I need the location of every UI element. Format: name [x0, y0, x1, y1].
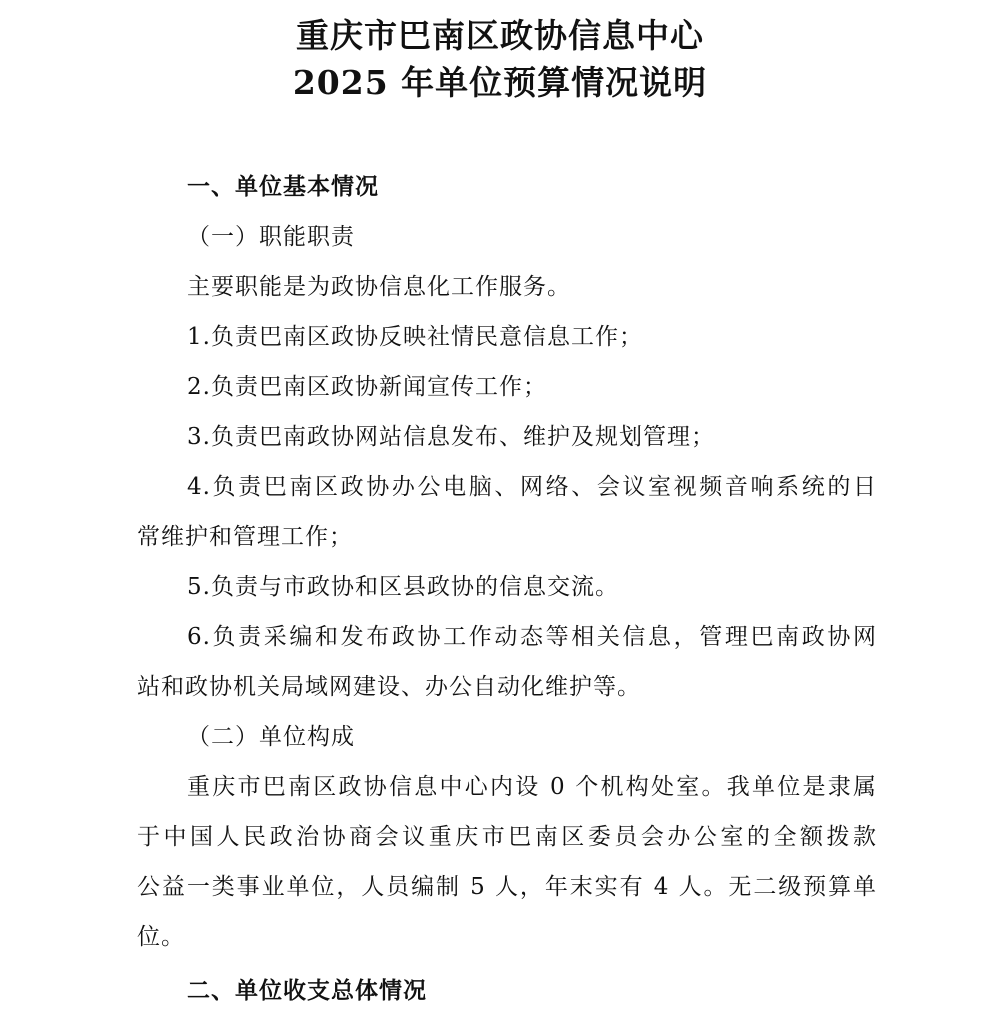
composition-paragraph [137, 762, 877, 962]
duty-item-6 [137, 612, 877, 712]
section-heading-basic-info: 一、单位基本情况 [187, 174, 379, 200]
paragraph-line: 1.负责巴南区政协反映社情民意信息工作； [187, 324, 643, 350]
paragraph-line: 于中国人民政治协商会议重庆市巴南区委员会办公室的全额拨款 [137, 824, 877, 850]
paragraph-line: 常维护和管理工作； [137, 524, 353, 550]
duty-item-4 [137, 462, 877, 562]
paragraph-line: 6.负责采编和发布政协工作动态等相关信息，管理巴南政协网 [187, 624, 877, 650]
paragraph-line: 站和政协机关局域网建设、办公自动化维护等。 [137, 674, 641, 700]
document-body [137, 162, 877, 1016]
paragraph-line: 4.负责巴南区政协办公电脑、网络、会议室视频音响系统的日 [187, 474, 877, 500]
duty-item-3 [137, 412, 877, 462]
subsection-heading-composition: （二）单位构成 [187, 724, 355, 750]
duties-intro-paragraph [137, 262, 877, 312]
subsection-heading-duties: （一）职能职责 [187, 224, 355, 250]
title-line-2: 2025 年单位预算情况说明 [292, 63, 708, 102]
section-heading-income-expenditure: 二、单位收支总体情况 [187, 978, 427, 1004]
paragraph-line: 主要职能是为政协信息化工作服务。 [187, 274, 571, 300]
paragraph-line: 重庆市巴南区政协信息中心内设 0 个机构处室。我单位是隶属 [187, 774, 877, 800]
duty-item-2 [137, 362, 877, 412]
paragraph-line: 位。 [137, 924, 185, 950]
title-line-1: 重庆市巴南区政协信息中心 [296, 16, 704, 55]
paragraph-line: 3.负责巴南政协网站信息发布、维护及规划管理； [187, 424, 715, 450]
paragraph-line: 公益一类事业单位，人员编制 5 人，年末实有 4 人。无二级预算单 [137, 874, 877, 900]
document-title [0, 12, 1000, 106]
paragraph-line: 5.负责与市政协和区县政协的信息交流。 [187, 574, 619, 600]
duty-item-1 [137, 312, 877, 362]
paragraph-line: 2.负责巴南区政协新闻宣传工作； [187, 374, 547, 400]
duty-item-5 [137, 562, 877, 612]
